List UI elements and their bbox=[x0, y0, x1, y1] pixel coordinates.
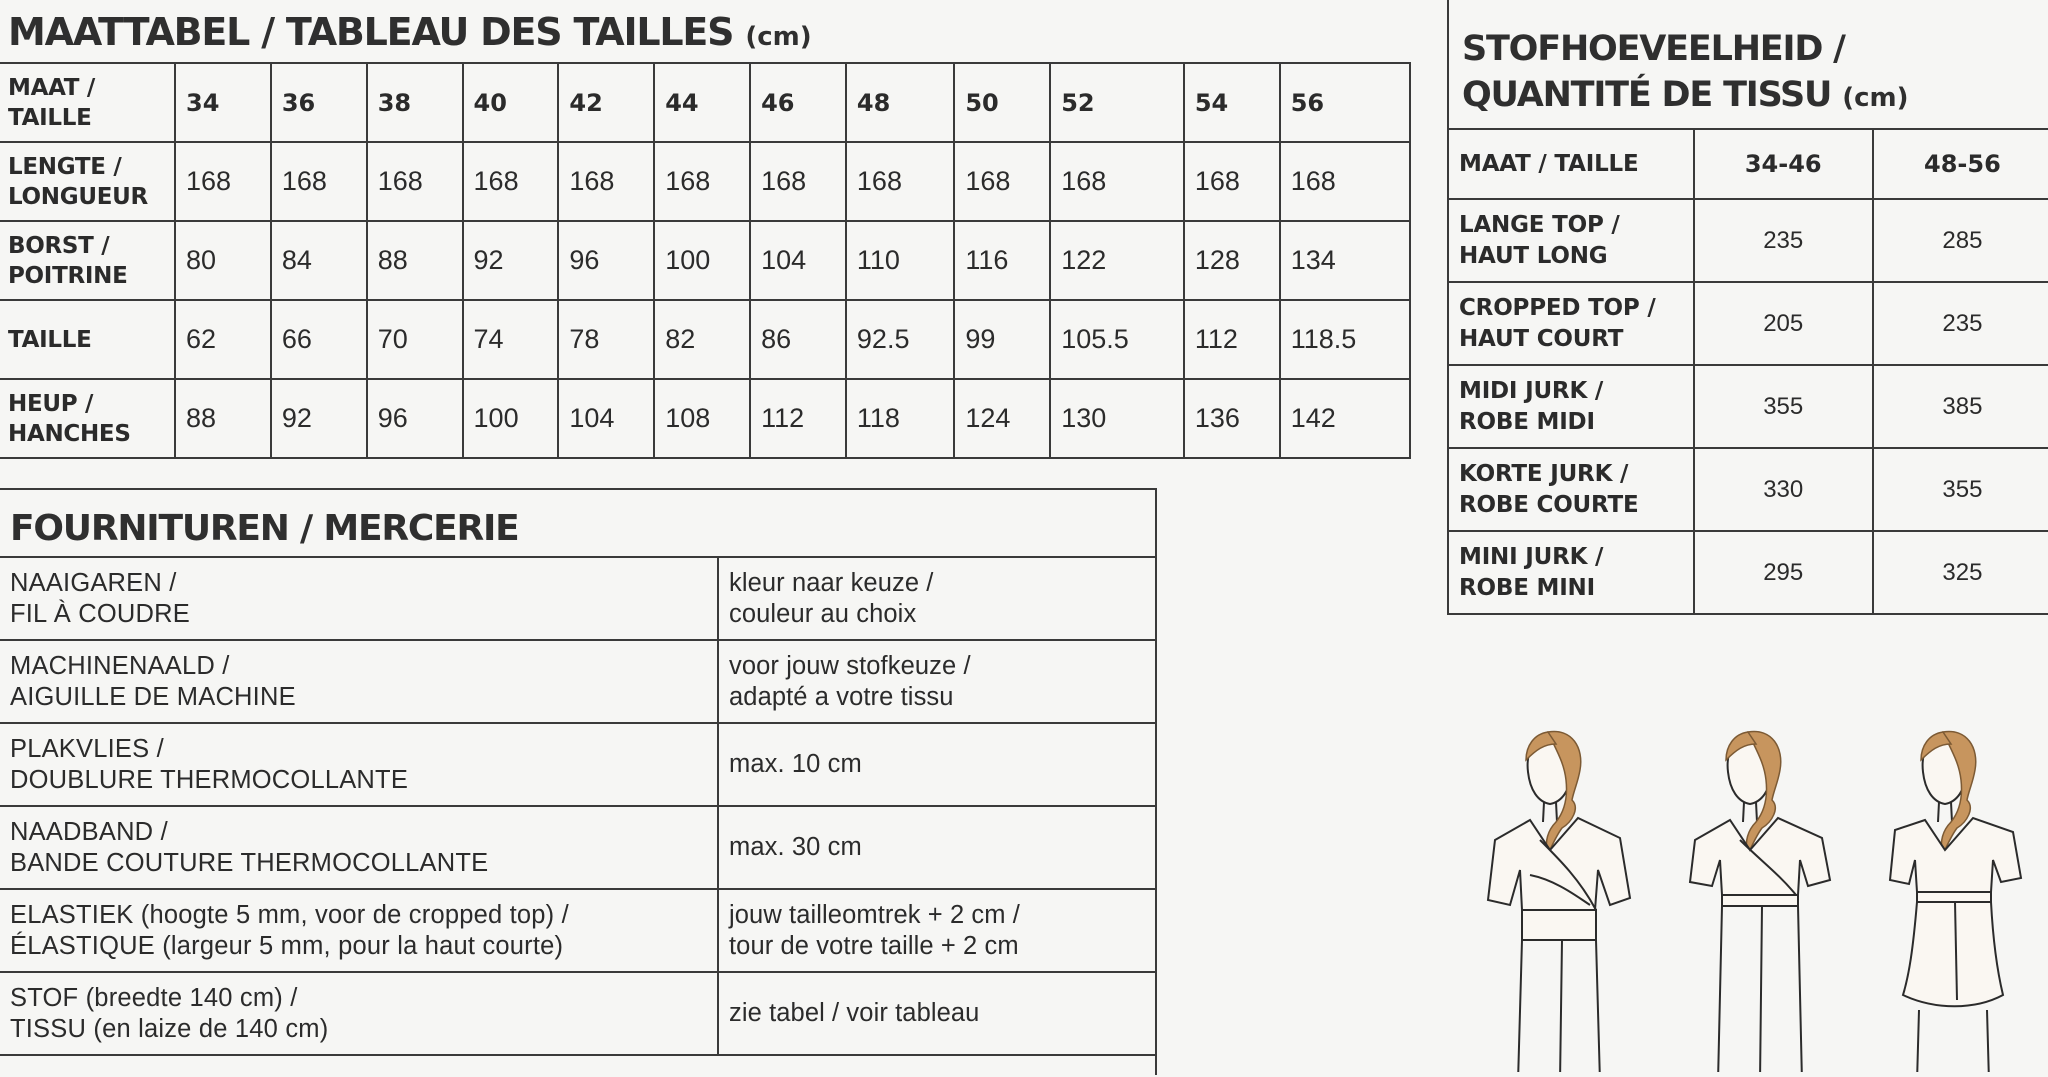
size-header-cell: 56 bbox=[1280, 63, 1410, 142]
size-cell: 66 bbox=[271, 300, 367, 379]
size-header-cell: 46 bbox=[750, 63, 846, 142]
size-cell: 168 bbox=[558, 142, 654, 221]
size-chart-table bbox=[0, 62, 1411, 459]
supplies-value: kleur naar keuze / couleur au choix bbox=[718, 557, 1156, 640]
fabric-cell: 325 bbox=[1873, 531, 2048, 614]
fabric-row bbox=[1448, 282, 2048, 365]
supplies-value: max. 30 cm bbox=[718, 806, 1156, 889]
supplies-value: max. 10 cm bbox=[718, 723, 1156, 806]
size-header-cell: 34 bbox=[175, 63, 271, 142]
size-cell: 92 bbox=[463, 221, 559, 300]
size-cell: 168 bbox=[367, 142, 463, 221]
fabric-title-line2: QUANTITÉ DE TISSU bbox=[1462, 75, 1832, 115]
fabric-row bbox=[1448, 199, 2048, 282]
size-header-cell: 36 bbox=[271, 63, 367, 142]
size-header-cell: 44 bbox=[654, 63, 750, 142]
size-cell: 128 bbox=[1184, 221, 1280, 300]
size-cell: 112 bbox=[750, 379, 846, 458]
supplies-row bbox=[0, 806, 1156, 889]
size-cell: 168 bbox=[750, 142, 846, 221]
fabric-row-label: CROPPED TOP / HAUT COURT bbox=[1448, 282, 1694, 365]
supplies-value: voor jouw stofkeuze / adapté a votre tissu bbox=[718, 640, 1156, 723]
fabric-unit: (cm) bbox=[1842, 83, 1909, 113]
fabric-cell: 205 bbox=[1694, 282, 1873, 365]
size-cell: 84 bbox=[271, 221, 367, 300]
size-cell: 168 bbox=[846, 142, 954, 221]
size-cell: 134 bbox=[1280, 221, 1410, 300]
size-row-label: LENGTE / LONGUEUR bbox=[0, 142, 175, 221]
size-cell: 86 bbox=[750, 300, 846, 379]
size-cell: 110 bbox=[846, 221, 954, 300]
figure-long-dress bbox=[1488, 731, 1630, 1072]
supplies-title: FOURNITUREN / MERCERIE bbox=[10, 508, 519, 549]
size-cell: 124 bbox=[954, 379, 1050, 458]
fabric-cell: 385 bbox=[1873, 365, 2048, 448]
size-cell: 118.5 bbox=[1280, 300, 1410, 379]
fabric-row-label: LANGE TOP / HAUT LONG bbox=[1448, 199, 1694, 282]
supplies-row bbox=[0, 557, 1156, 640]
fabric-row bbox=[1448, 448, 2048, 531]
size-cell: 88 bbox=[175, 379, 271, 458]
size-cell: 122 bbox=[1050, 221, 1184, 300]
size-cell: 62 bbox=[175, 300, 271, 379]
fabric-header-range: 34-46 bbox=[1694, 129, 1873, 199]
fabric-cell: 355 bbox=[1694, 365, 1873, 448]
size-cell: 82 bbox=[654, 300, 750, 379]
size-header-label: MAAT / TAILLE bbox=[0, 63, 175, 142]
garment-illustrations bbox=[1440, 700, 2048, 1072]
size-cell: 96 bbox=[558, 221, 654, 300]
size-cell: 142 bbox=[1280, 379, 1410, 458]
figure-midi-dress bbox=[1690, 731, 1830, 1072]
size-row-label: BORST / POITRINE bbox=[0, 221, 175, 300]
fabric-header-label: MAAT / TAILLE bbox=[1448, 129, 1694, 199]
size-cell: 104 bbox=[750, 221, 846, 300]
fabric-row-label: KORTE JURK / ROBE COURTE bbox=[1448, 448, 1694, 531]
size-cell: 136 bbox=[1184, 379, 1280, 458]
supplies-row bbox=[0, 889, 1156, 972]
figure-short-dress bbox=[1890, 731, 2021, 1072]
size-cell: 105.5 bbox=[1050, 300, 1184, 379]
size-cell: 168 bbox=[175, 142, 271, 221]
size-cell: 118 bbox=[846, 379, 954, 458]
size-row bbox=[0, 300, 1410, 379]
size-cell: 78 bbox=[558, 300, 654, 379]
supplies-value: jouw tailleomtrek + 2 cm / tour de votre taille + 2 cm bbox=[718, 889, 1156, 972]
size-header-cell: 38 bbox=[367, 63, 463, 142]
size-cell: 74 bbox=[463, 300, 559, 379]
fabric-header-row bbox=[1448, 129, 2048, 199]
size-cell: 100 bbox=[654, 221, 750, 300]
size-cell: 92.5 bbox=[846, 300, 954, 379]
supplies-row bbox=[0, 723, 1156, 806]
size-cell: 168 bbox=[1280, 142, 1410, 221]
fabric-row-label: MIDI JURK / ROBE MIDI bbox=[1448, 365, 1694, 448]
size-row-label: TAILLE bbox=[0, 300, 175, 379]
size-row bbox=[0, 142, 1410, 221]
fabric-table bbox=[1447, 128, 2048, 615]
size-cell: 70 bbox=[367, 300, 463, 379]
size-header-cell: 42 bbox=[558, 63, 654, 142]
supplies-value: zie tabel / voir tableau bbox=[718, 972, 1156, 1055]
supplies-item: NAAIGAREN / FIL À COUDRE bbox=[0, 557, 718, 640]
fabric-cell: 235 bbox=[1873, 282, 2048, 365]
size-header-cell: 40 bbox=[463, 63, 559, 142]
size-chart-title bbox=[8, 10, 812, 54]
size-cell: 168 bbox=[1184, 142, 1280, 221]
size-cell: 112 bbox=[1184, 300, 1280, 379]
size-cell: 92 bbox=[271, 379, 367, 458]
size-cell: 80 bbox=[175, 221, 271, 300]
size-cell: 99 bbox=[954, 300, 1050, 379]
size-cell: 168 bbox=[654, 142, 750, 221]
size-cell: 116 bbox=[954, 221, 1050, 300]
size-header-cell: 54 bbox=[1184, 63, 1280, 142]
size-cell: 96 bbox=[367, 379, 463, 458]
size-cell: 108 bbox=[654, 379, 750, 458]
supplies-row bbox=[0, 640, 1156, 723]
supplies-table bbox=[0, 556, 1157, 1056]
size-row-label: HEUP / HANCHES bbox=[0, 379, 175, 458]
garment-illustrations-svg bbox=[1440, 700, 2048, 1072]
size-cell: 88 bbox=[367, 221, 463, 300]
fabric-cell: 295 bbox=[1694, 531, 1873, 614]
fabric-row-label: MINI JURK / ROBE MINI bbox=[1448, 531, 1694, 614]
fabric-header-range: 48-56 bbox=[1873, 129, 2048, 199]
fabric-cell: 355 bbox=[1873, 448, 2048, 531]
fabric-cell: 235 bbox=[1694, 199, 1873, 282]
fabric-row bbox=[1448, 365, 2048, 448]
size-cell: 130 bbox=[1050, 379, 1184, 458]
fabric-cell: 285 bbox=[1873, 199, 2048, 282]
size-chart-unit: (cm) bbox=[745, 22, 812, 52]
size-cell: 168 bbox=[463, 142, 559, 221]
fabric-row bbox=[1448, 531, 2048, 614]
supplies-item: ELASTIEK (hoogte 5 mm, voor de cropped top) / ÉLASTIQUE (largeur 5 mm, pour la haut courte) bbox=[0, 889, 718, 972]
size-header-cell: 50 bbox=[954, 63, 1050, 142]
fabric-title-line1: STOFHOEVEELHEID / bbox=[1462, 29, 1845, 69]
size-header-row bbox=[0, 63, 1410, 142]
fabric-cell: 330 bbox=[1694, 448, 1873, 531]
supplies-item: MACHINENAALD / AIGUILLE DE MACHINE bbox=[0, 640, 718, 723]
size-cell: 168 bbox=[1050, 142, 1184, 221]
size-header-cell: 52 bbox=[1050, 63, 1184, 142]
size-row bbox=[0, 221, 1410, 300]
supplies-item: PLAKVLIES / DOUBLURE THERMOCOLLANTE bbox=[0, 723, 718, 806]
supplies-item: STOF (breedte 140 cm) / TISSU (en laize de 140 cm) bbox=[0, 972, 718, 1055]
fabric-title bbox=[1462, 26, 1909, 121]
size-cell: 168 bbox=[271, 142, 367, 221]
size-row bbox=[0, 379, 1410, 458]
size-cell: 100 bbox=[463, 379, 559, 458]
size-cell: 104 bbox=[558, 379, 654, 458]
supplies-item: NAADBAND / BANDE COUTURE THERMOCOLLANTE bbox=[0, 806, 718, 889]
size-chart-title-text: MAATTABEL / TABLEAU DES TAILLES bbox=[8, 10, 734, 54]
supplies-row bbox=[0, 972, 1156, 1055]
size-cell: 168 bbox=[954, 142, 1050, 221]
size-header-cell: 48 bbox=[846, 63, 954, 142]
